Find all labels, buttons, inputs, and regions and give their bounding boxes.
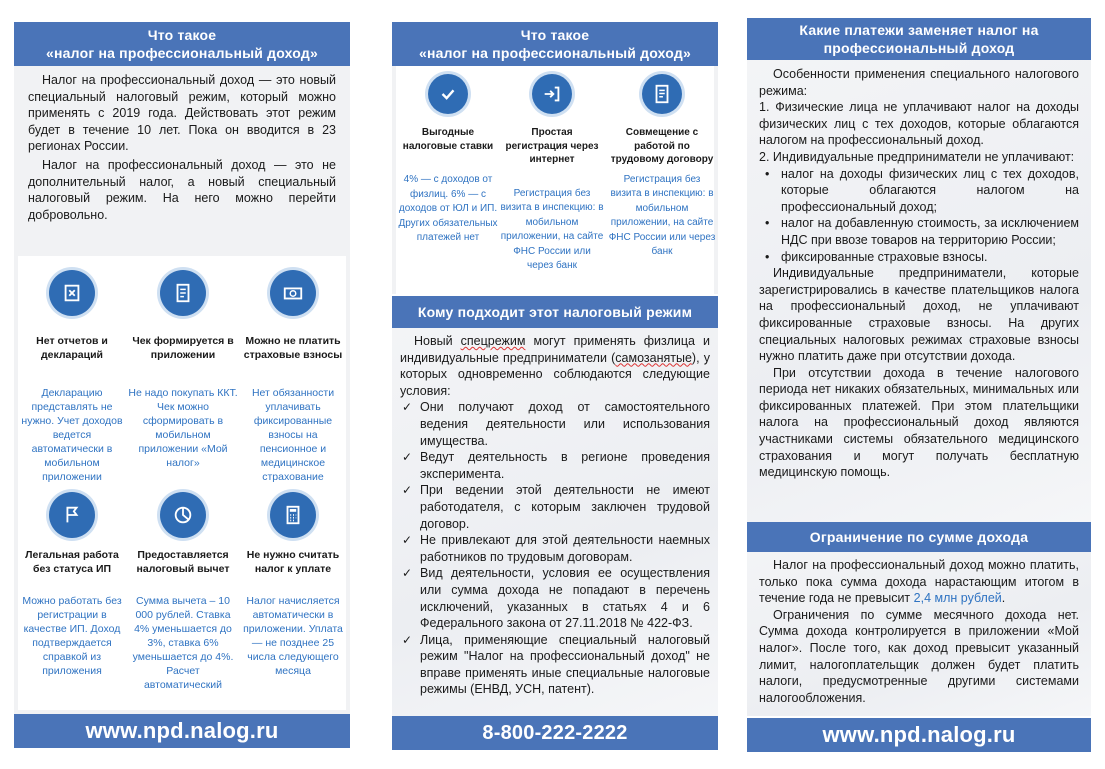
list-item: ✓ Не привлекают для этой деятельности наемных работников по трудовым договорам. (400, 532, 710, 565)
left-header (14, 22, 350, 66)
banknote-icon (270, 270, 316, 316)
payments-paragraph-4: При отсутствии дохода в течение налогового периода нет никаких обязательных, минимальных или фиксированных платежей. При этом плательщики налога на профессиональный доход являются участниками системы обязательного медицинского страхования и могут получать бесплатную медицинскую помощь. (759, 365, 1079, 480)
feature-desc: Налог начисляется автоматически в приложении. Уплата — не позднее 25 числа следующего месяца (243, 595, 343, 677)
left-panel (14, 0, 350, 769)
left-header-line2: «налог на профессиональный доход» (46, 45, 318, 61)
middle-panel (392, 0, 718, 769)
feature-title: Предоставляется налоговый вычет (136, 549, 230, 575)
limit-section (747, 552, 1091, 716)
doc-x-icon (49, 270, 95, 316)
feature-title: Не нужно считать налог к уплате (246, 549, 340, 575)
feature-tax-deduction (128, 492, 238, 692)
right-header (747, 18, 1091, 60)
calculator-icon (270, 492, 316, 538)
conditions-list (400, 399, 710, 698)
pie-chart-icon (160, 492, 206, 538)
list-item: ✓ Они получают доход от самостоятельного ведения деятельности или использования имущества. (400, 399, 710, 449)
feature-desc: Регистрация без визита в инспекцию: в мобильном приложении, на сайте ФНС России или через банк (500, 187, 604, 271)
feature-no-reports (20, 270, 124, 484)
list-item: ✓ Ведут деятельность в регионе проведения эксперимента. (400, 449, 710, 482)
middle-feature-grid (392, 66, 718, 294)
payments-point-1: 1. Физические лица не уплачивают налог на доходы физических лиц с тех доходов, которые облагаются налогом на профессиональный доход. (759, 100, 1079, 148)
left-feature-grid (14, 256, 350, 710)
feature-no-calc (240, 492, 346, 678)
middle-header-line1: Что такое (520, 27, 590, 43)
feature-title: Простая регистрация через интернет (505, 127, 599, 165)
list-item: ✓ Лица, применяющие специальный налоговый режим "Налог на профессиональный доход" не вправе применять иные специальные налоговые режимы (ЕНВД, УСН, патент). (400, 632, 710, 698)
payments-intro: Особенности применения специального налогового режима: (759, 67, 1079, 98)
payments-point-2: 2. Индивидуальные предприниматели не уплачивают: (759, 149, 1075, 164)
payments-paragraph-3: Индивидуальные предприниматели, которые зарегистрировались в качестве плательщиков налога на профессиональный доход, не уплачивают фиксированные страховые взносы. На других специальных налоговых режимах страховые взносы нужно платить даже при отсутствии дохода. (759, 266, 1079, 364)
feature-desc: Сумма вычета – 10 000 рублей. Ставка 4% уменьшается до 3%, ставка 6% уменьшается до 4%. Расчет автоматический (132, 595, 234, 691)
flag-icon (49, 492, 95, 538)
feature-no-insurance (240, 270, 346, 484)
list-item: • фиксированные страховые взносы. (759, 249, 1079, 266)
left-header-line1: Что такое (147, 27, 217, 43)
left-intro (14, 66, 350, 256)
who-intro-text: ), у которых одновременно соблюдаются следующие условия: (400, 350, 711, 398)
feature-desc: 4% — с доходов от физлиц. 6% — с доходов от ЮЛ и ИП. Других обязательных платежей нет (398, 174, 498, 243)
who-section (392, 328, 718, 716)
feature-tax-rates (398, 74, 498, 246)
feature-title: Можно не платить страховые взносы (243, 335, 343, 361)
payments-bullets (759, 166, 1079, 266)
feature-desc: Декларацию представлять не нужно. Учет доходов ведется автоматически в мобильном приложении (21, 387, 123, 483)
limit-header: Ограничение по сумме дохода (747, 522, 1091, 552)
list-item: • налог на доходы физических лиц с тех доходов, которые облагаются налогом на профессиональный доход; (759, 166, 1079, 216)
list-item: ✓ Вид деятельности, условия ее осуществления или сумма дохода не попадают в перечень исключений, указанных в статьях 4 и 6 Федерального закона от 27.11.2018 № 422-ФЗ. (400, 565, 710, 631)
right-header-line2: профессиональный доход (823, 40, 1015, 56)
limit-paragraph-2: Ограничения по сумме месячного дохода нет. Сумма дохода контролируется в приложении «Мой налог». После того, как доход превысит указанный лимит, налогоплательщик должен будет платить налоги, предусмотренные другими системами налогообложения. (759, 607, 1079, 705)
intro-paragraph-1: Налог на профессиональный доход — это новый специальный налоговый режим, который можно применять с 2019 года. Действовать этот режим будет в течение 10 лет. Пока он вводится в 23 регионах России. (28, 73, 336, 154)
feature-title: Нет отчетов и деклараций (36, 335, 108, 361)
who-header: Кому подходит этот налоговый режим (392, 296, 718, 328)
contract-icon (642, 74, 682, 114)
feature-desc: Можно работать без регистрации в качестве ИП. Доход подтверждается справкой из приложения (22, 595, 122, 677)
right-panel (747, 0, 1091, 769)
left-footer-website[interactable]: www.npd.nalog.ru (14, 714, 350, 748)
right-footer-website[interactable]: www.npd.nalog.ru (747, 718, 1091, 752)
feature-title: Выгодные налоговые ставки (402, 127, 494, 152)
middle-footer-phone[interactable]: 8-800-222-2222 (392, 716, 718, 750)
feature-combine-job (608, 74, 716, 260)
feature-title: Чек формируется в приложении (132, 335, 234, 361)
limit-text: . (1001, 591, 1006, 606)
feature-receipt (128, 270, 238, 470)
list-item: • налог на добавленную стоимость, за исключением НДС при ввозе товаров на территорию России; (759, 215, 1079, 248)
who-intro-word: спецрежим (460, 334, 526, 348)
login-icon (532, 74, 572, 114)
receipt-icon (160, 270, 206, 316)
limit-paragraph-1 (759, 557, 1079, 607)
feature-desc: Нет обязанности уплачивать фиксированные взносы на пенсионное и медицинское страхование (251, 387, 335, 483)
list-item: ✓ При ведении этой деятельности не имеют работодателя, с которым заключен трудовой договор. (400, 482, 710, 532)
middle-header (392, 22, 718, 66)
middle-header-line2: «налог на профессиональный доход» (419, 45, 691, 61)
who-intro-word: самозанятые (615, 350, 692, 365)
feature-registration (500, 74, 604, 274)
who-intro-text: Новый (414, 334, 461, 348)
feature-legal-work (20, 492, 124, 678)
feature-desc: Регистрация без визита в инспекцию: в мобильном приложении, на сайте ФНС России или через банк (608, 173, 716, 257)
feature-desc: Не надо покупать ККТ. Чек можно сформировать в мобильном приложении «Мой налог» (128, 387, 238, 469)
who-intro-text: могут применять физлица и индивидуальные предприниматели ( (400, 334, 710, 365)
right-header-line1: Какие платежи заменяет налог на (799, 22, 1039, 38)
who-intro (400, 333, 710, 399)
payments-section (747, 60, 1091, 522)
limit-amount: 2,4 млн рублей (913, 591, 1002, 606)
intro-paragraph-2: Налог на профессиональный доход — это не дополнительный налог, а новый специальный налоговый режим. На него можно перейти добровольно. (28, 157, 336, 222)
limit-text: Налог на профессиональный доход можно платить, только пока сумма дохода нарастающим итогом в течение года не превысит (759, 558, 1079, 606)
feature-title: Легальная работа без статуса ИП (25, 549, 119, 575)
feature-title: Совмещение с работой по трудовому договору (610, 127, 714, 165)
checkmark-icon (428, 74, 468, 114)
